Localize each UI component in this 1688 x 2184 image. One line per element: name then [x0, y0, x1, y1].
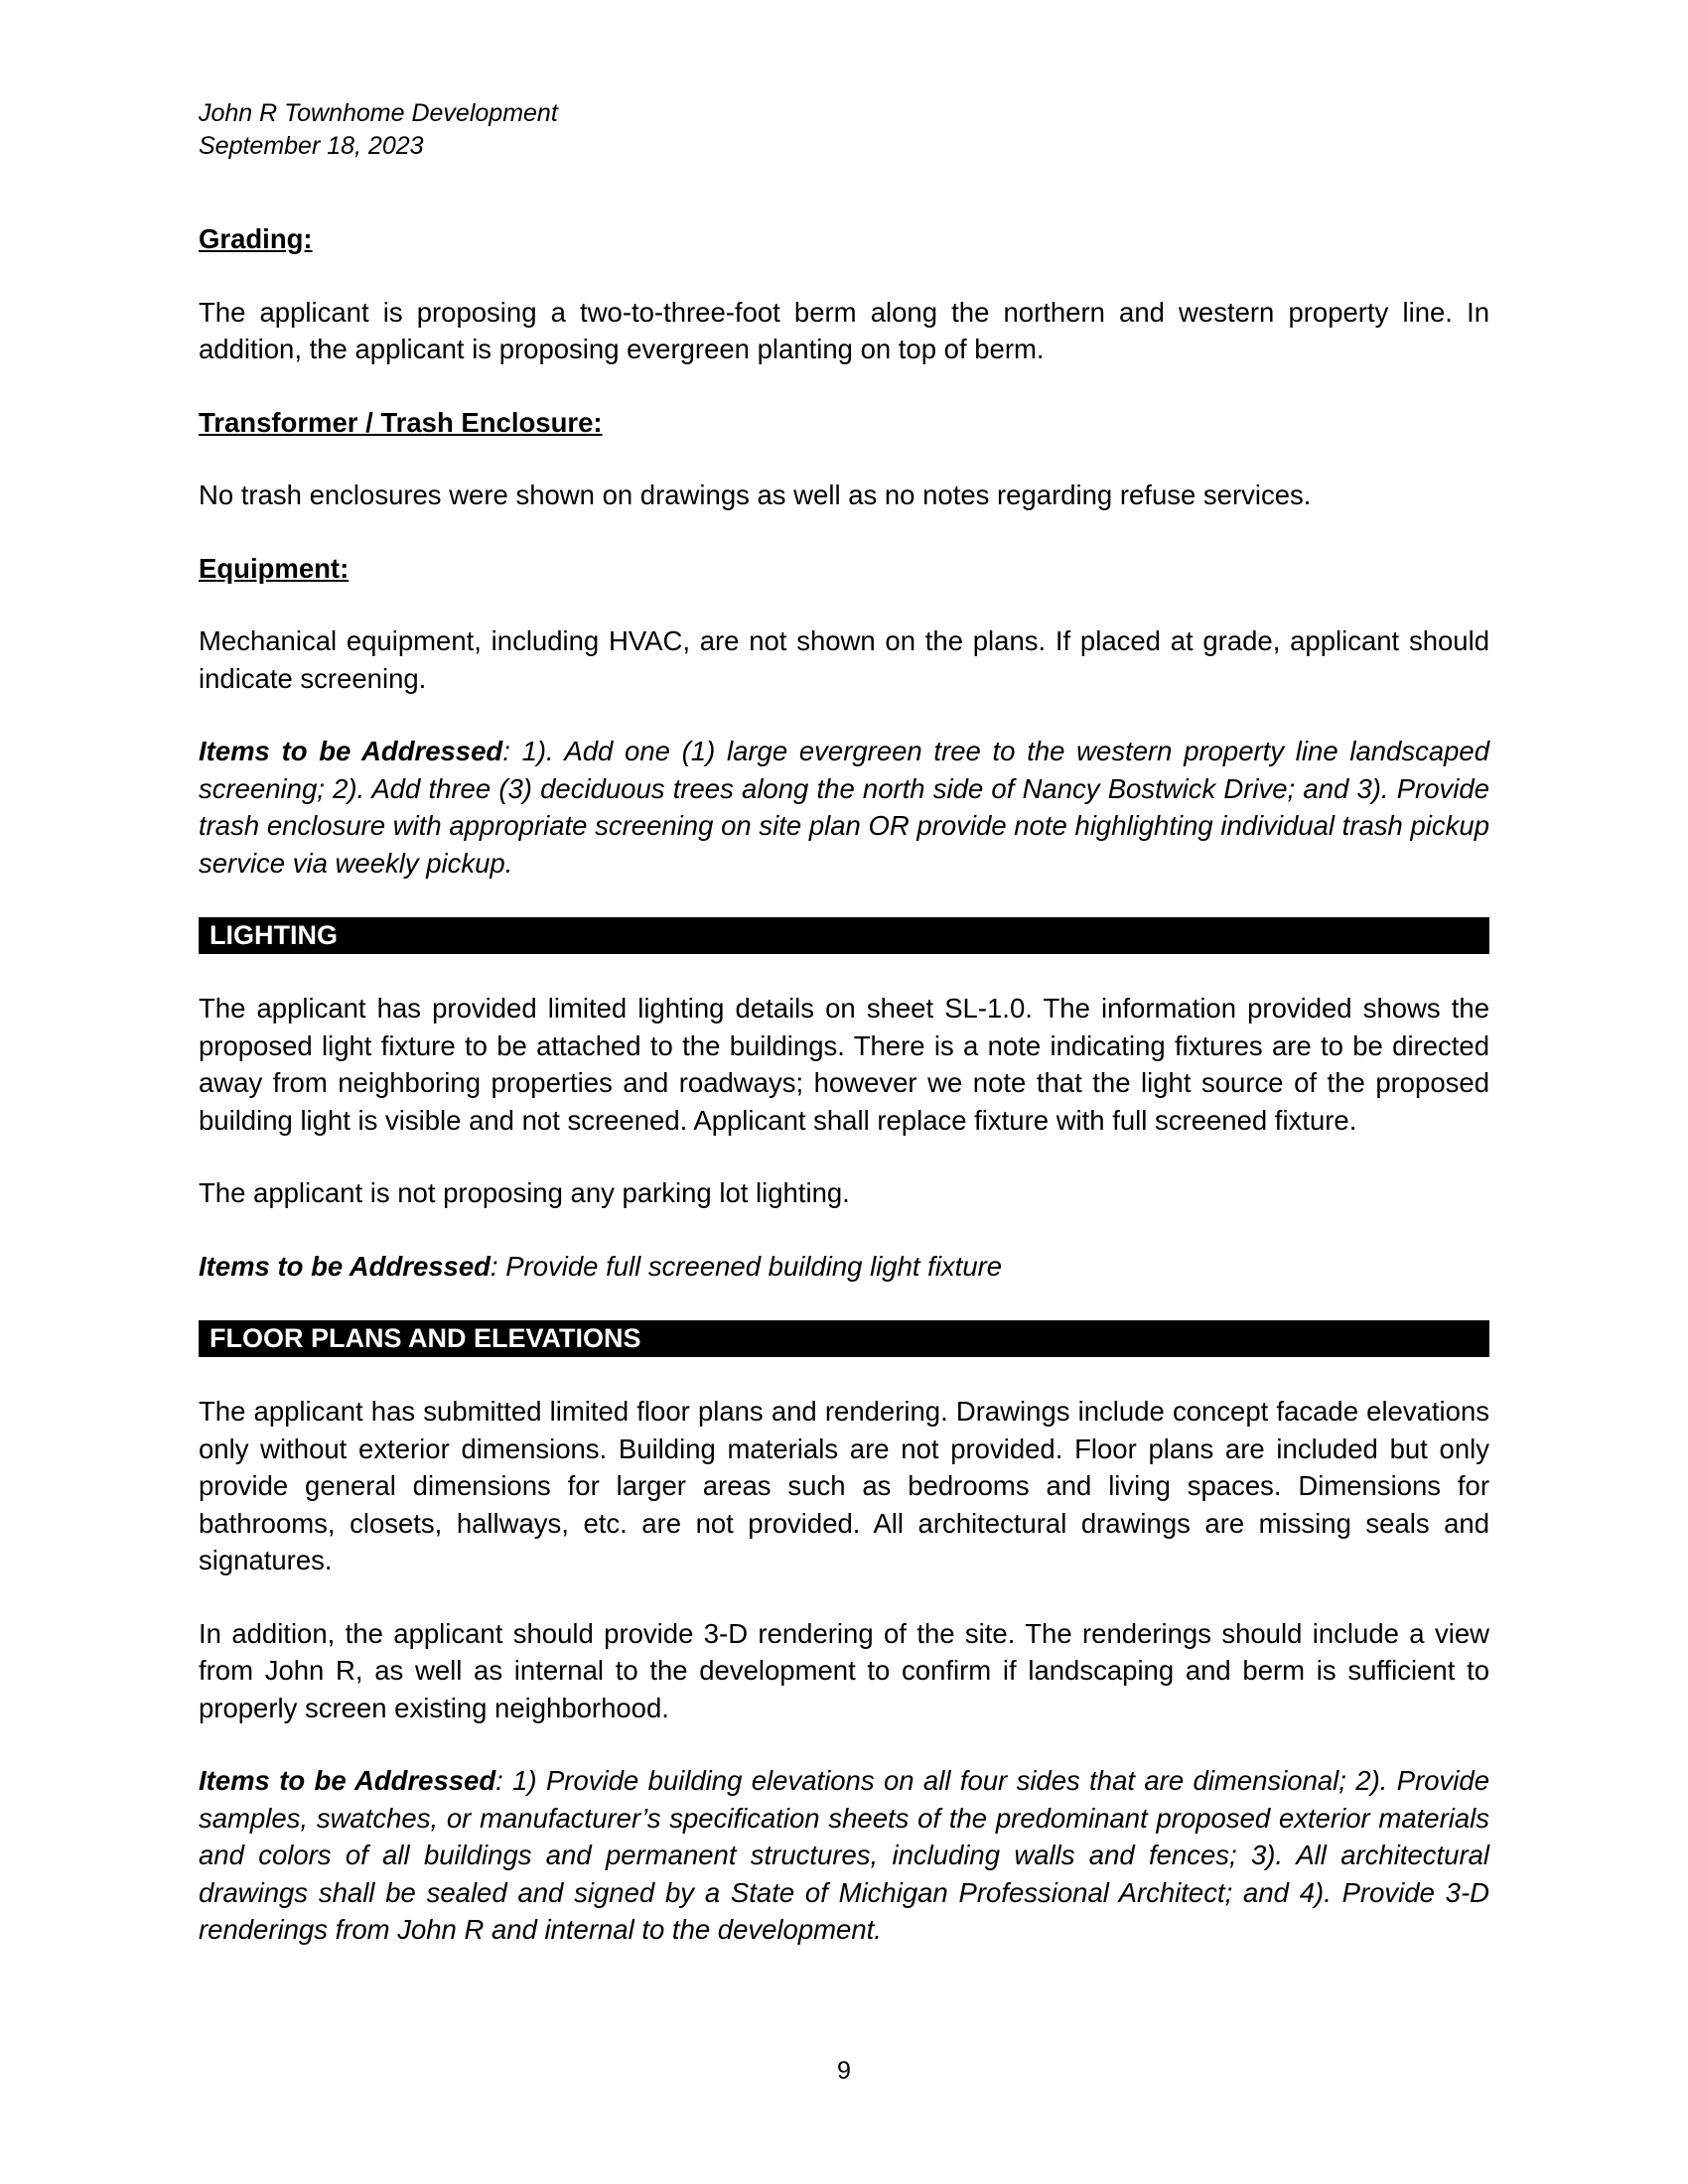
- project-name: John R Townhome Development: [199, 99, 558, 127]
- lighting-body-1: The applicant has provided limited lighting details on sheet SL-1.0. The information provided shows the proposed light fixture to be attached to the buildings. There is a note indicating fixtures are to be directed away from neighboring properties and roadways; however we note that the light source of the proposed building light is visible and not screened. Applicant shall replace fixture with full screened fixture.: [199, 993, 1489, 1136]
- items-text: : 1) Provide building elevations on all four sides that are dimensional; 2). Provide samples, swatches, or manufacturer’s specification sheets of the predominant proposed exterior materials and colors of all buildings and permanent structures, including walls and fences; 3). All architectural drawings shall be sealed and signed by a State of Michigan Professional Architect; and 4). Provide 3-D renderings from John R and internal to the development.: [199, 1765, 1489, 1945]
- document-page: [199, 97, 1489, 1984]
- items-text: : Provide full screened building light fixture: [490, 1250, 1003, 1282]
- lighting-heading: LIGHTING: [199, 917, 1489, 954]
- items-label: Items to be Addressed: [199, 1250, 491, 1282]
- floor-plans-body-1: The applicant has submitted limited floor plans and rendering. Drawings include concept facade elevations only without exterior dimensions. Building materials are not provided. Floor plans are included but only provide general dimensions for larger areas such as bedrooms and living spaces. Dimensions for bathrooms, closets, hallways, etc. are not provided. All architectural drawings are missing seals and signatures.: [199, 1396, 1489, 1575]
- transformer-title: Transformer / Trash Enclosure:: [199, 406, 603, 438]
- floor-plans-items: [199, 1762, 1489, 1949]
- transformer-body: No trash enclosures were shown on drawings as well as no notes regarding refuse services.: [199, 479, 1312, 510]
- items-label: Items to be Addressed: [199, 736, 503, 766]
- equipment-body: Mechanical equipment, including HVAC, are not shown on the plans. If placed at grade, applicant should indicate screening.: [199, 625, 1489, 694]
- items-text: : 1). Add one (1) large evergreen tree to the western property line landscaped screening; 2). Add three (3) deciduous trees along the north side of Nancy Bostwick Drive; and 3). Provide trash enclosure with appropriate screening on site plan OR provide note highlighting individual trash pickup service via weekly pickup.: [199, 736, 1490, 879]
- document-date: September 18, 2023: [199, 132, 424, 160]
- lighting-body-2: The applicant is not proposing any parking lot lighting.: [199, 1177, 850, 1208]
- floor-plans-body-2: In addition, the applicant should provide 3-D rendering of the site. The renderings should include a view from John R, as well as internal to the development to confirm if landscaping and berm is sufficient to properly screen existing neighborhood.: [199, 1617, 1489, 1723]
- items-label: Items to be Addressed: [199, 1765, 496, 1796]
- grading-title: Grading:: [199, 223, 313, 254]
- floor-plans-heading: FLOOR PLANS AND ELEVATIONS: [199, 1320, 1489, 1357]
- page-number: 9: [837, 2057, 851, 2085]
- equipment-title: Equipment:: [199, 552, 350, 584]
- lighting-items: [199, 1248, 1489, 1286]
- document-header: [199, 97, 1489, 163]
- grading-body: The applicant is proposing a two-to-three-foot berm along the northern and western property line. In addition, the applicant is proposing evergreen planting on top of berm.: [199, 296, 1489, 364]
- equipment-items: [199, 733, 1489, 882]
